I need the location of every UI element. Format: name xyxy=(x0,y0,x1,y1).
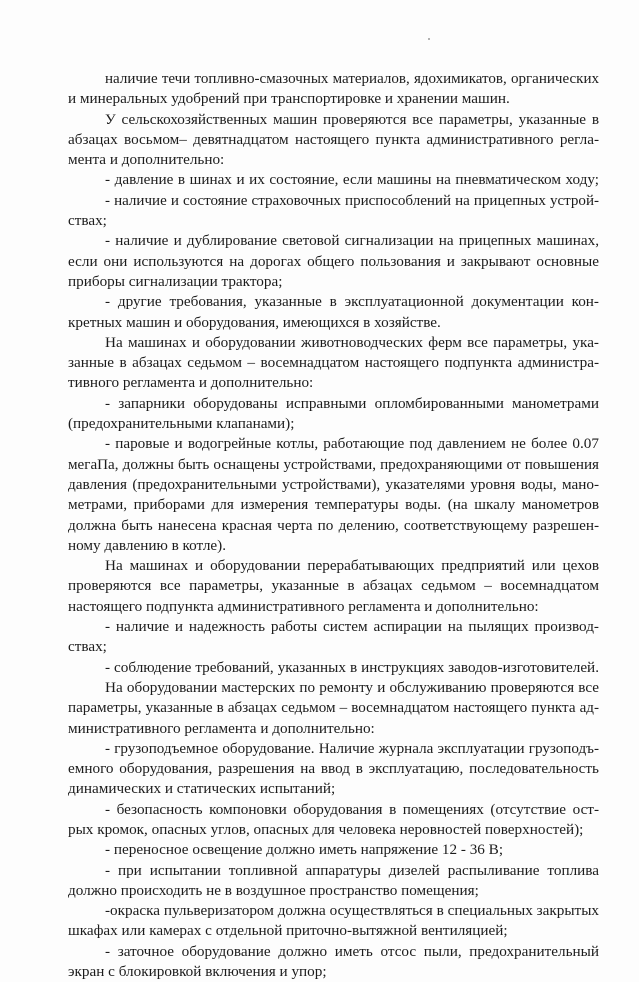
text-line: ствах; xyxy=(68,212,107,230)
scan-speck xyxy=(428,38,430,40)
text-line: - переносное освещение должно иметь напряжение 12 - 36 В; xyxy=(105,841,504,859)
text-line: давления (предохранительными устройствами), указателями уровня воды, мано- xyxy=(68,475,599,493)
text-line: - запарники оборудованы исправными опломбированными манометрами xyxy=(105,394,599,412)
text-line: - безопасность компоновки оборудования в помещениях (отсутствие ост- xyxy=(105,800,599,818)
text-line: параметры, указанные в абзацах седьмом – восемнадцатом настоящего пункта ад- xyxy=(68,700,599,717)
text-line: мента и дополнительно: xyxy=(68,151,225,169)
text-line: шкафах или камерах с отдельной приточно-вытяжной вентиляцией; xyxy=(68,922,508,940)
text-line: министративного регламента и дополнительно: xyxy=(68,719,375,737)
text-line: (предохранительными клапанами); xyxy=(68,415,295,433)
text-line: экран с блокировкой включения и упор; xyxy=(68,963,327,981)
text-line: - при испытании топливной аппаратуры дизелей распыливание топлива xyxy=(105,861,599,879)
text-line: - паровые и водогрейные котлы, работающие под давлением не более 0.07 xyxy=(105,435,599,453)
text-line: приборы сигнализации трактора; xyxy=(68,272,283,290)
text-line: - грузоподъемное оборудование. Наличие журнала эксплуатации грузоподъ- xyxy=(105,740,599,757)
text-line: проверяются все параметры, указанные в абзацах седьмом – восемнадцатом xyxy=(68,577,599,595)
text-line: ствах; xyxy=(68,638,107,656)
text-line: - другие требования, указанные в эксплуатационной документации кон- xyxy=(105,293,599,311)
text-line: На машинах и оборудовании перерабатывающих предприятий или цехов xyxy=(105,557,599,575)
text-line: ному давлению в котле). xyxy=(68,536,226,554)
text-line: и минеральных удобрений при транспортировке и хранении машин. xyxy=(68,90,510,108)
text-line: метрами, приборами для измерения температуры воды. (на шкалу манометров xyxy=(68,496,599,514)
text-line: занные в абзацах седьмом – восемнадцатом настоящего подпункта администра- xyxy=(68,354,599,372)
text-line: - заточное оборудование должно иметь отсос пыли, предохранительный xyxy=(105,942,599,960)
text-line: кретных машин и оборудования, имеющихся в хозяйстве. xyxy=(68,313,441,331)
text-line: должно происходить не в воздушное пространство помещения; xyxy=(68,881,479,899)
text-line: рых кромок, опасных углов, опасных для человека неровностей поверхностей); xyxy=(68,820,584,838)
text-line: если они используются на дорогах общего пользования и закрывают основные xyxy=(68,252,599,270)
text-line: - соблюдение требований, указанных в инструкциях заводов-изготовителей. xyxy=(105,658,599,676)
text-line: На оборудовании мастерских по ремонту и обслуживанию проверяются все xyxy=(105,678,599,696)
text-line: наличие течи топливно-смазочных материалов, ядохимикатов, органических xyxy=(105,71,599,87)
text-line: - наличие и состояние страховочных приспособлений на прицепных устрой- xyxy=(105,192,599,209)
text-line: У сельскохозяйственных машин проверяются все параметры, указанные в xyxy=(105,110,599,128)
text-line: должна быть нанесена красная черта по делению, соответствующему разрешен- xyxy=(68,516,599,534)
document-body xyxy=(68,69,599,982)
text-line: -окраска пульверизатором должна осуществляться в специальных закрытых xyxy=(105,902,599,920)
text-line: На машинах и оборудовании животноводческих ферм все параметры, ука- xyxy=(105,333,599,351)
text-line: мегаПа, должны быть оснащены устройствами, предохраняющими от повышения xyxy=(68,456,599,473)
text-line: динамических и статических испытаний; xyxy=(68,780,336,798)
text-line: абзацах восьмом– девятнадцатом настоящего пункта административного регла- xyxy=(68,130,599,148)
text-line: тивного регламента и дополнительно: xyxy=(68,374,314,392)
text-line: - давление в шинах и их состояние, если машины на пневматическом ходу; xyxy=(105,171,599,189)
text-line: - наличие и надежность работы систем аспирации на пылящих производ- xyxy=(105,618,599,636)
text-line: - наличие и дублирование световой сигнализации на прицепных машинах, xyxy=(105,232,599,250)
text-line: емного оборудования, разрешения на ввод в эксплуатацию, последовательность xyxy=(68,760,599,778)
text-line: настоящего подпункта административного регламента и дополнительно: xyxy=(68,597,539,615)
